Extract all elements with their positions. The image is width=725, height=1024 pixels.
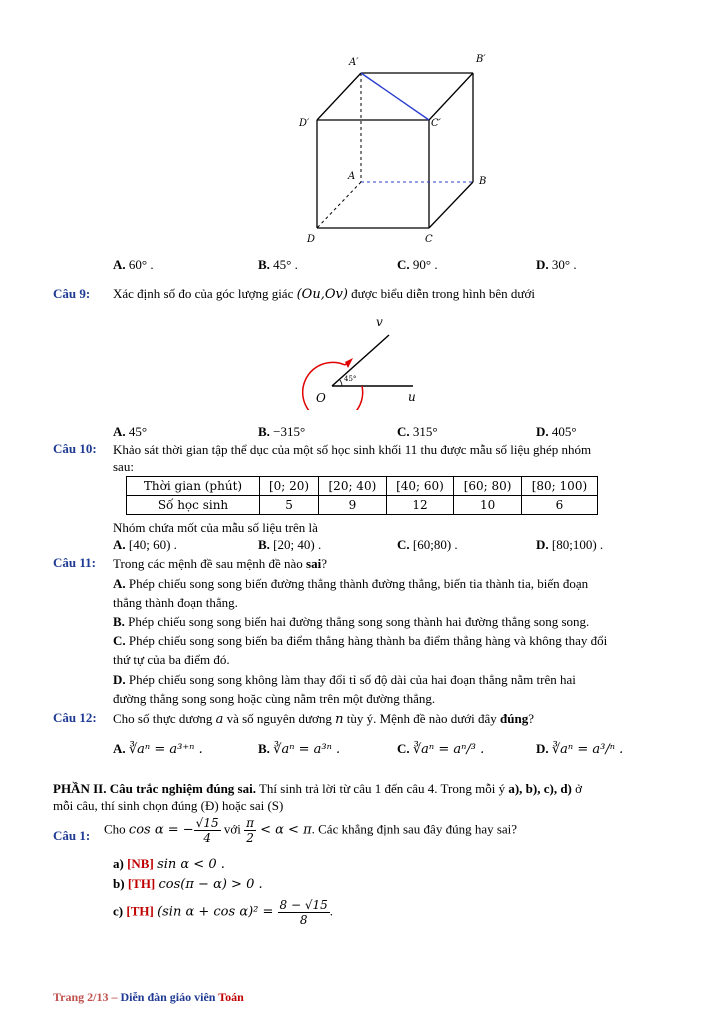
p2q1-item-b: b) [TH] cos(π − α) > 0 . (113, 876, 263, 892)
label-d: D (307, 234, 316, 245)
p2q1-item-c: c) [TH] (sin α + cos α)² = $\frac{8 - √15}{8}$ . (113, 898, 334, 927)
table-cell: 10 (454, 496, 522, 515)
q10-option-b: B. [20; 40) . (258, 537, 322, 552)
q11-label: Câu 11: (53, 555, 96, 570)
q9-option-d: D. 405° (536, 424, 577, 439)
q9-option-b: B. −315° (258, 424, 306, 439)
q10-question: Nhóm chứa mốt của mẫu số liệu trên là (113, 520, 318, 535)
q12-option-a: A. ∛aⁿ = a³⁺ⁿ . (113, 741, 203, 757)
part2-instruction: mỗi câu, thí sinh chọn đúng (Đ) hoặc sai (S) (53, 798, 284, 813)
table-row (127, 496, 598, 515)
q12-text: Cho số thực dương a và số nguyên dương n tùy ý. Mệnh đề nào dưới đây đúng? (113, 711, 535, 727)
q11-option-d: D. Phép chiếu song song không làm thay đổi tỉ số độ dài của hai đoạn thẳng nằm trên hai (113, 672, 576, 687)
label-v: v (376, 315, 383, 329)
p2q1-item-a: a) [NB] sin α < 0 . (113, 856, 225, 872)
label-a1: A′ (349, 57, 359, 68)
table-cell: [0; 20) (260, 477, 319, 496)
table-cell: 9 (319, 496, 387, 515)
q10-text-line1: Khảo sát thời gian tập thể dục của một số học sinh khối 11 thu được mẫu số liệu ghép nhóm (113, 442, 592, 457)
page-footer: Trang 2/13 – Diễn đàn giáo viên Toán (53, 990, 244, 1004)
table-cell: Số học sinh (127, 496, 260, 515)
label-d1: D′ (299, 118, 310, 129)
label-c1: C′ (431, 118, 441, 129)
label-b: B (479, 176, 487, 187)
q10-option-c: C. [60;80) . (397, 537, 458, 552)
q12-option-d: D. ∛aⁿ = a³/ⁿ . (536, 741, 624, 757)
q10-text-line2: sau: (113, 459, 134, 474)
cube-figure (295, 50, 495, 245)
q9-label: Câu 9: (53, 286, 91, 301)
q9-text: Xác định số đo của góc lượng giác (Ou,Ov) được biểu diễn trong hình bên dưới (113, 286, 535, 302)
label-b1: B′ (476, 54, 486, 65)
label-u: u (408, 390, 416, 404)
q10-option-a: A. [40; 60) . (113, 537, 177, 552)
part2-heading: PHẦN II. Câu trắc nghiệm đúng sai. Thí sinh trả lời từ câu 1 đến câu 4. Trong mỗi ý a), b), c), d) ở (53, 781, 582, 796)
q10-label: Câu 10: (53, 441, 97, 456)
label-c: C (425, 234, 433, 245)
q9-option-c: C. 315° (397, 424, 438, 439)
q11-option-d-cont: đường thẳng song song hoặc cùng nằm trên một đường thẳng. (113, 691, 436, 706)
label-o: O (316, 391, 326, 405)
q8-option-a: A. 60° . (113, 257, 154, 272)
label-a: A (348, 171, 356, 182)
q11-text: Trong các mệnh đề sau mệnh đề nào sai? (113, 556, 327, 571)
frequency-table (126, 476, 598, 515)
q10-option-d: D. [80;100) . (536, 537, 604, 552)
table-row (127, 477, 598, 496)
q12-label: Câu 12: (53, 710, 97, 725)
table-cell: 12 (386, 496, 454, 515)
table-cell: [80; 100) (521, 477, 597, 496)
q11-option-b: B. Phép chiếu song song biến hai đường thẳng song song thành hai đường thẳng song song. (113, 614, 590, 629)
angle-label-45: 45° (344, 375, 357, 383)
q9-option-a: A. 45° (113, 424, 148, 439)
q11-option-c-cont: thứ tự của ba điểm đó. (113, 652, 230, 667)
q11-option-c: C. Phép chiếu song song biến ba điểm thẳng hàng thành ba điểm thẳng hàng và không thay đổi (113, 633, 608, 648)
table-cell: 6 (521, 496, 597, 515)
table-cell: Thời gian (phút) (127, 477, 260, 496)
table-cell: [20; 40) (319, 477, 387, 496)
q12-option-b: B. ∛aⁿ = a³ⁿ . (258, 741, 341, 757)
p2q1-text: Cho cos α = − $\frac{√15}{4}$ với $\frac{\pi}{2}$ < α < π. Các khẳng định sau đây đúng hay sai? (104, 816, 518, 845)
q11-option-a-cont: thẳng thành đoạn thẳng. (113, 595, 238, 610)
table-cell: [60; 80) (454, 477, 522, 496)
table-cell: [40; 60) (386, 477, 454, 496)
q8-option-d: D. 30° . (536, 257, 577, 272)
q11-option-a: A. Phép chiếu song song biến đường thẳng thành đường thẳng, biến tia thành tia, biến đoạn (113, 576, 589, 591)
q8-option-c: C. 90° . (397, 257, 438, 272)
q12-option-c: C. ∛aⁿ = aⁿ/³ . (397, 741, 485, 757)
q8-option-b: B. 45° . (258, 257, 298, 272)
table-cell: 5 (260, 496, 319, 515)
angle-figure (290, 310, 430, 410)
p2q1-label: Câu 1: (53, 828, 91, 843)
